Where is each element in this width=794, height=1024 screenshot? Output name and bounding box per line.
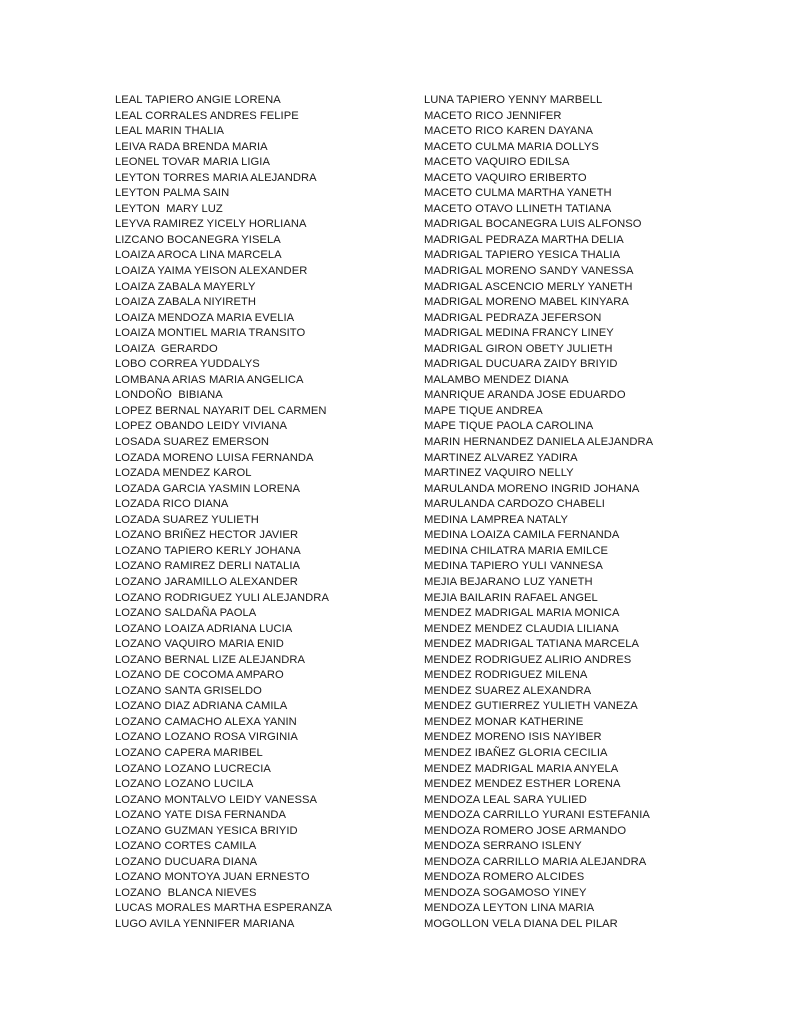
- name-entry: LOZANO MONTOYA JUAN ERNESTO: [115, 871, 310, 884]
- name-entry: MARTINEZ ALVAREZ YADIRA: [424, 451, 578, 464]
- name-entry: MEDINA LOAIZA CAMILA FERNANDA: [424, 529, 620, 542]
- name-entry: LOZADA SUAREZ YULIETH: [115, 513, 259, 526]
- name-entry: LOAIZA AROCA LINA MARCELA: [115, 249, 282, 262]
- name-entry: LOZANO JARAMILLO ALEXANDER: [115, 575, 298, 588]
- name-entry: LEYVA RAMIREZ YICELY HORLIANA: [115, 218, 307, 231]
- name-entry: LEONEL TOVAR MARIA LIGIA: [115, 156, 270, 169]
- name-entry: MENDEZ MADRIGAL MARIA MONICA: [424, 607, 620, 620]
- name-entry: LOMBANA ARIAS MARIA ANGELICA: [115, 373, 304, 386]
- name-entry: LEAL CORRALES ANDRES FELIPE: [115, 109, 299, 122]
- name-entry: MENDEZ RODRIGUEZ ALIRIO ANDRES: [424, 653, 632, 666]
- name-entry: LOZADA RICO DIANA: [115, 498, 229, 511]
- name-entry: MAPE TIQUE ANDREA: [424, 404, 543, 417]
- name-entry: LEAL TAPIERO ANGIE LORENA: [115, 94, 281, 106]
- name-entry: LONDOÑO BIBIANA: [115, 389, 223, 402]
- name-entry: MARTINEZ VAQUIRO NELLY: [424, 467, 574, 480]
- name-entry: MENDEZ MADRIGAL TATIANA MARCELA: [424, 638, 639, 651]
- name-entry: MENDEZ RODRIGUEZ MILENA: [424, 669, 588, 682]
- name-entry: LOZANO SANTA GRISELDO: [115, 684, 262, 697]
- name-list-right-column: [424, 93, 724, 933]
- name-entry: MENDEZ MENDEZ CLAUDIA LILIANA: [424, 622, 619, 635]
- name-entry: MACETO RICO JENNIFER: [424, 109, 562, 122]
- name-entry: MENDEZ MENDEZ ESTHER LORENA: [424, 778, 621, 791]
- name-entry: LEYTON MARY LUZ: [115, 202, 223, 215]
- name-entry: MENDOZA ROMERO ALCIDES: [424, 871, 585, 884]
- name-entry: LUNA TAPIERO YENNY MARBELL: [424, 94, 603, 106]
- name-entry: MENDEZ MORENO ISIS NAYIBER: [424, 731, 602, 744]
- name-entry: LOAIZA ZABALA MAYERLY: [115, 280, 256, 293]
- name-entry: MANRIQUE ARANDA JOSE EDUARDO: [424, 389, 626, 402]
- name-entry: LUGO AVILA YENNIFER MARIANA: [115, 917, 295, 930]
- name-entry: LOZANO LOAIZA ADRIANA LUCIA: [115, 622, 293, 635]
- name-entry: LOZANO RODRIGUEZ YULI ALEJANDRA: [115, 591, 329, 604]
- name-entry: LOZANO LOZANO ROSA VIRGINIA: [115, 731, 298, 744]
- name-entry: MENDOZA LEYTON LINA MARIA: [424, 902, 595, 915]
- name-entry: MADRIGAL BOCANEGRA LUIS ALFONSO: [424, 218, 642, 231]
- name-entry: MACETO CULMA MARTHA YANETH: [424, 187, 612, 200]
- name-entry: MADRIGAL GIRON OBETY JULIETH: [424, 342, 613, 355]
- name-entry: LOZANO CAPERA MARIBEL: [115, 746, 263, 759]
- name-entry: MADRIGAL ASCENCIO MERLY YANETH: [424, 280, 633, 293]
- name-entry: MADRIGAL TAPIERO YESICA THALIA: [424, 249, 621, 262]
- name-entry: MENDEZ GUTIERREZ YULIETH VANEZA: [424, 700, 638, 713]
- name-entry: MAPE TIQUE PAOLA CAROLINA: [424, 420, 594, 433]
- name-entry: MENDEZ MADRIGAL MARIA ANYELA: [424, 762, 619, 775]
- name-entry: LOSADA SUAREZ EMERSON: [115, 436, 269, 449]
- name-entry: LEYTON PALMA SAIN: [115, 187, 230, 200]
- name-entry: MENDEZ MONAR KATHERINE: [424, 715, 584, 728]
- name-entry: MOGOLLON VELA DIANA DEL PILAR: [424, 917, 618, 930]
- name-entry: LIZCANO BOCANEGRA YISELA: [115, 233, 281, 246]
- name-entry: MEDINA LAMPREA NATALY: [424, 513, 569, 526]
- name-entry: MENDOZA CARRILLO YURANI ESTEFANIA: [424, 809, 650, 822]
- name-entry: MACETO OTAVO LLINETH TATIANA: [424, 202, 612, 215]
- name-entry: MENDEZ SUAREZ ALEXANDRA: [424, 684, 592, 697]
- name-entry: LOZANO BLANCA NIEVES: [115, 886, 257, 899]
- name-entry: LOZANO YATE DISA FERNANDA: [115, 809, 286, 822]
- name-entry: LOZANO CORTES CAMILA: [115, 840, 257, 853]
- name-entry: MACETO VAQUIRO ERIBERTO: [424, 171, 587, 184]
- name-entry: LOZADA GARCIA YASMIN LORENA: [115, 482, 300, 495]
- name-entry: LOAIZA MENDOZA MARIA EVELIA: [115, 311, 295, 324]
- name-entry: MADRIGAL MORENO SANDY VANESSA: [424, 265, 634, 278]
- name-entry: LOZANO MONTALVO LEIDY VANESSA: [115, 793, 318, 806]
- name-entry: MENDOZA LEAL SARA YULIED: [424, 793, 587, 806]
- name-entry: LOBO CORREA YUDDALYS: [115, 358, 260, 371]
- name-entry: MALAMBO MENDEZ DIANA: [424, 373, 569, 386]
- name-entry: LEYTON TORRES MARIA ALEJANDRA: [115, 171, 317, 184]
- name-entry: LUCAS MORALES MARTHA ESPERANZA: [115, 902, 333, 915]
- name-entry: MEDINA CHILATRA MARIA EMILCE: [424, 544, 608, 557]
- name-entry: MADRIGAL MEDINA FRANCY LINEY: [424, 327, 614, 340]
- name-entry: LOZANO DIAZ ADRIANA CAMILA: [115, 700, 288, 713]
- name-list-left-column: [115, 93, 405, 933]
- name-entry: LOAIZA ZABALA NIYIRETH: [115, 296, 256, 309]
- name-entry: MENDOZA ROMERO JOSE ARMANDO: [424, 824, 627, 837]
- name-entry: LOAIZA GERARDO: [115, 342, 218, 355]
- name-entry: MEDINA TAPIERO YULI VANNESA: [424, 560, 603, 573]
- name-entry: MENDOZA CARRILLO MARIA ALEJANDRA: [424, 855, 647, 868]
- name-entry: LOPEZ BERNAL NAYARIT DEL CARMEN: [115, 404, 327, 417]
- name-entry: LOZADA MENDEZ KAROL: [115, 467, 252, 480]
- name-entry: LOAIZA YAIMA YEISON ALEXANDER: [115, 265, 308, 278]
- name-entry: LOZANO LOZANO LUCILA: [115, 778, 254, 791]
- name-entry: LOZANO BERNAL LIZE ALEJANDRA: [115, 653, 305, 666]
- name-entry: MADRIGAL PEDRAZA JEFERSON: [424, 311, 602, 324]
- name-entry: LEIVA RADA BRENDA MARIA: [115, 140, 268, 153]
- name-entry: LOZANO CAMACHO ALEXA YANIN: [115, 715, 297, 728]
- name-entry: LEAL MARIN THALIA: [115, 125, 225, 138]
- name-entry: LOZADA MORENO LUISA FERNANDA: [115, 451, 314, 464]
- name-entry: MENDOZA SOGAMOSO YINEY: [424, 886, 587, 899]
- name-entry: MEJIA BEJARANO LUZ YANETH: [424, 575, 593, 588]
- name-entry: LOZANO LOZANO LUCRECIA: [115, 762, 271, 775]
- name-entry: MADRIGAL PEDRAZA MARTHA DELIA: [424, 233, 624, 246]
- name-entry: MEJIA BAILARIN RAFAEL ANGEL: [424, 591, 598, 604]
- name-entry: LOZANO RAMIREZ DERLI NATALIA: [115, 560, 300, 573]
- name-entry: MARULANDA MORENO INGRID JOHANA: [424, 482, 640, 495]
- name-entry: MARULANDA CARDOZO CHABELI: [424, 498, 605, 511]
- name-entry: MADRIGAL DUCUARA ZAIDY BRIYID: [424, 358, 618, 371]
- name-entry: MADRIGAL MORENO MABEL KINYARA: [424, 296, 629, 309]
- name-entry: LOZANO DUCUARA DIANA: [115, 855, 258, 868]
- name-entry: LOZANO DE COCOMA AMPARO: [115, 669, 284, 682]
- name-entry: LOZANO VAQUIRO MARIA ENID: [115, 638, 284, 651]
- name-entry: MENDOZA SERRANO ISLENY: [424, 840, 582, 853]
- name-entry: MACETO CULMA MARIA DOLLYS: [424, 140, 599, 153]
- name-entry: MENDEZ IBAÑEZ GLORIA CECILIA: [424, 746, 608, 759]
- name-entry: LOPEZ OBANDO LEIDY VIVIANA: [115, 420, 288, 433]
- name-entry: LOAIZA MONTIEL MARIA TRANSITO: [115, 327, 306, 340]
- name-entry: LOZANO SALDAÑA PAOLA: [115, 607, 257, 620]
- name-entry: LOZANO GUZMAN YESICA BRIYID: [115, 824, 298, 837]
- name-entry: MARIN HERNANDEZ DANIELA ALEJANDRA: [424, 436, 654, 449]
- name-entry: LOZANO TAPIERO KERLY JOHANA: [115, 544, 301, 557]
- name-entry: MACETO RICO KAREN DAYANA: [424, 125, 594, 138]
- name-entry: MACETO VAQUIRO EDILSA: [424, 156, 570, 169]
- name-entry: LOZANO BRIÑEZ HECTOR JAVIER: [115, 529, 299, 542]
